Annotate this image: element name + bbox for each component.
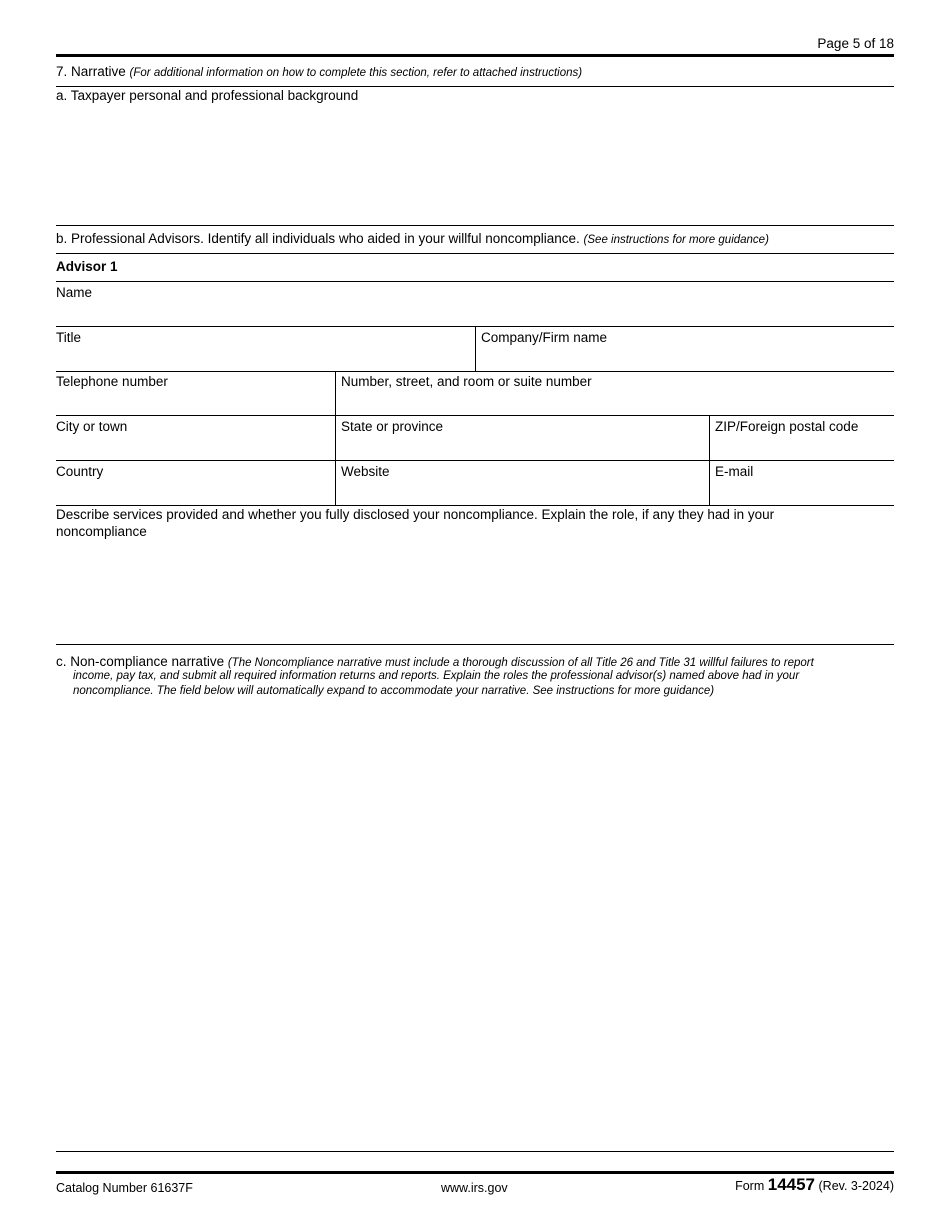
name-input[interactable]	[56, 302, 894, 325]
form-revision: (Rev. 3-2024)	[818, 1179, 894, 1193]
email-input[interactable]	[715, 481, 894, 504]
advisors-label	[56, 230, 769, 249]
state-input[interactable]	[341, 436, 708, 459]
divider	[56, 253, 894, 254]
country-input[interactable]	[56, 481, 334, 504]
noncompliance-textarea[interactable]	[56, 705, 894, 1149]
divider	[56, 371, 894, 372]
background-label: a. Taxpayer personal and professional background	[56, 88, 359, 103]
website-input[interactable]	[341, 481, 708, 504]
form-prefix: Form	[735, 1179, 765, 1193]
zip-label: ZIP/Foreign postal code	[715, 419, 859, 434]
zip-input[interactable]	[715, 436, 894, 459]
company-label: Company/Firm name	[481, 330, 608, 345]
page-number: Page 5 of 18	[817, 36, 894, 51]
street-label: Number, street, and room or suite number	[341, 374, 592, 389]
website-label: Website	[341, 464, 390, 479]
title-input[interactable]	[56, 347, 474, 370]
section-7-note: (For additional information on how to complete this section, refer to attached instructions)	[129, 67, 583, 79]
noncompliance-title: c. Non-compliance narrative	[56, 654, 225, 669]
divider	[56, 1151, 894, 1152]
section-title	[56, 63, 582, 82]
footer-rule	[56, 1171, 894, 1174]
column-divider	[335, 371, 336, 505]
company-input[interactable]	[481, 347, 894, 370]
city-input[interactable]	[56, 436, 334, 459]
noncompliance-note-line2: income, pay tax, and submit all required information returns and reports. Explain the roles the professional advisor(s) named above had in your	[73, 670, 800, 682]
noncompliance-note-line1: (The Noncompliance narrative must include a thorough discussion of all Title 26 and Title 31 willful failures to report	[227, 657, 814, 669]
email-label: E-mail	[715, 464, 754, 479]
divider	[56, 225, 894, 226]
divider	[56, 415, 894, 416]
divider	[56, 460, 894, 461]
noncompliance-note-line3: noncompliance. The field below will automatically expand to accommodate your narrative. See instructions for more guidance)	[73, 685, 715, 697]
name-label: Name	[56, 285, 93, 300]
form-number: 14457	[767, 1175, 816, 1194]
describe-services-line1: Describe services provided and whether you fully disclosed your noncompliance. Explain the role, if any they had in your	[56, 507, 775, 522]
form-id	[735, 1176, 894, 1195]
state-label: State or province	[341, 419, 444, 434]
describe-services-line2: noncompliance	[56, 524, 147, 539]
section-7-title: 7. Narrative	[56, 64, 126, 79]
catalog-number: Catalog Number 61637F	[56, 1181, 193, 1195]
services-textarea[interactable]	[56, 542, 894, 642]
advisors-note: (See instructions for more guidance)	[583, 234, 769, 246]
column-divider	[475, 326, 476, 371]
telephone-label: Telephone number	[56, 374, 168, 389]
telephone-input[interactable]	[56, 391, 334, 414]
divider	[56, 281, 894, 282]
street-input[interactable]	[341, 391, 894, 414]
title-label: Title	[56, 330, 82, 345]
irs-website: www.irs.gov	[441, 1181, 508, 1195]
advisor-heading: Advisor 1	[56, 259, 118, 274]
divider	[56, 644, 894, 645]
top-rule	[56, 54, 894, 57]
advisors-text: b. Professional Advisors. Identify all individuals who aided in your willful noncompliance.	[56, 231, 580, 246]
city-label: City or town	[56, 419, 128, 434]
country-label: Country	[56, 464, 104, 479]
background-textarea[interactable]	[56, 106, 894, 224]
